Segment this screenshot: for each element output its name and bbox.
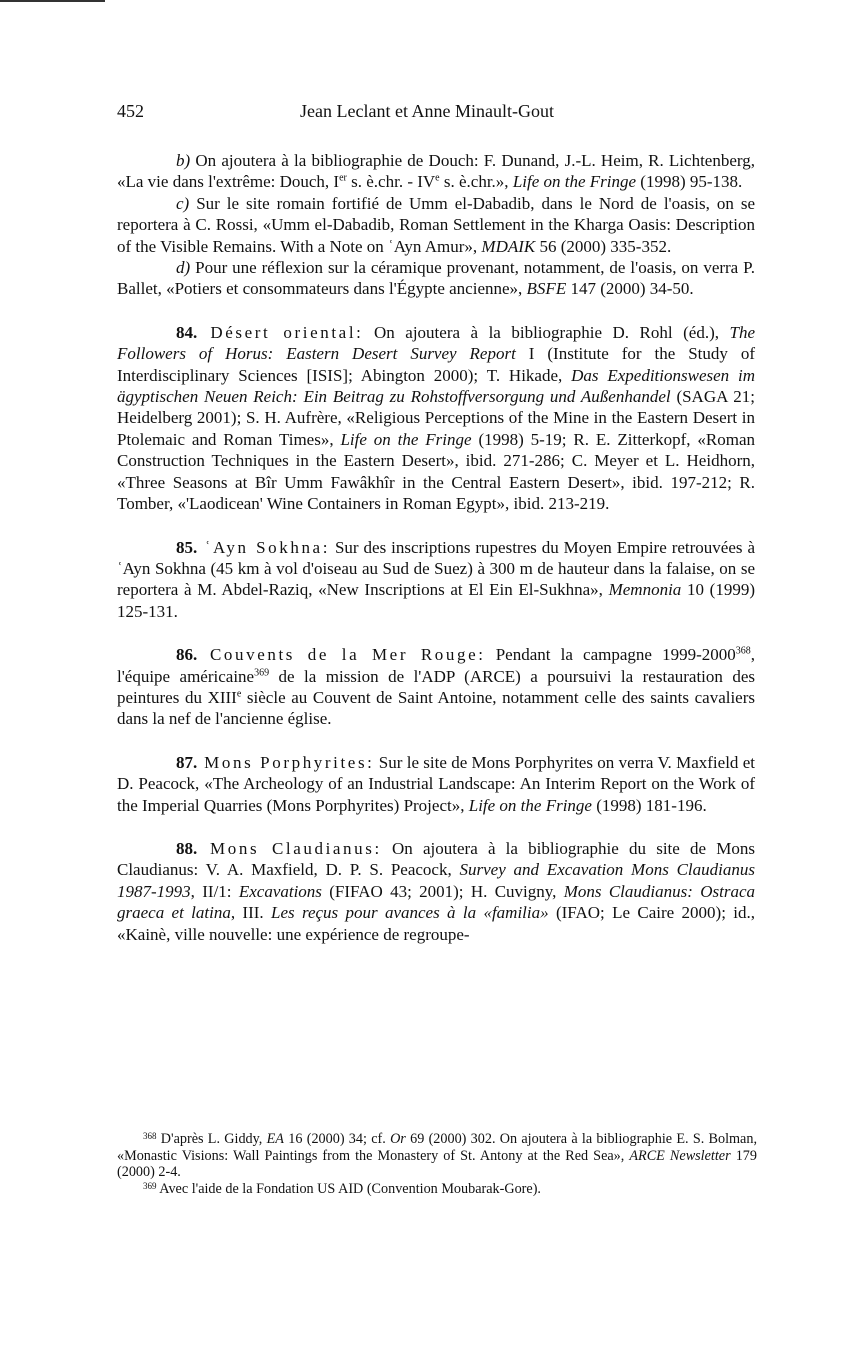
text: 69 (2000) 302. On ajoutera à la bibliographie E. S. Bolman, «Monastic Visions: Wall Paintings from the Monastery of St. Antony at the Red Sea», — [117, 1131, 757, 1164]
page-number: 452 — [117, 101, 144, 121]
section-88 — [117, 838, 755, 945]
section-85 — [117, 537, 755, 623]
book-title: Excavations — [238, 881, 322, 901]
book-title: Life on the Fringe — [340, 429, 472, 449]
journal-title: EA — [266, 1131, 284, 1147]
footnote-ref: 369 — [254, 666, 270, 678]
text: Sur des inscriptions rupestres du Moyen Empire retrouvées à ʿAyn Sokhna (45 km à vol d'oiseau au Sud de Suez) à 300 m de hauteur dans la falaise, on se reportera à M. Abdel-Raziq, «New Inscriptions at El Ein El-Sukhna», — [117, 537, 755, 600]
book-title: Mons Claudianus: Ostraca graeca et latina — [117, 881, 755, 923]
footnote-369 — [117, 1181, 757, 1198]
text: , III. — [230, 903, 271, 923]
footnote-mark: 368 — [143, 1131, 157, 1141]
text: (1998) 5-19; R. E. Zitterkopf, «Roman Construction Techniques in the Eastern Desert», ibid. 271-286; C. Meyer et L. Heidhorn, «Three Seasons at Bîr Umm Fawâkhîr in the Central Eastern Desert», ibid. 197-212; R. Tomber, «'Laodicean' Wine Containers in Roman Egypt», ibid. 213-219. — [117, 429, 756, 514]
section-87 — [117, 752, 755, 816]
text: (FIFAO 43; 2001); H. Cuvigny, — [321, 881, 564, 901]
text: siècle au Couvent de Saint Antoine, notamment celle des saints cavaliers dans la nef de l'ancienne église. — [117, 687, 756, 729]
section-title: Couvents de la Mer Rouge: — [197, 645, 486, 665]
section-number: 85. — [176, 537, 198, 557]
section-title: ʿAyn Sokhna: — [197, 537, 331, 557]
footnote-mark: 369 — [143, 1180, 157, 1191]
book-title: Survey and Excavation Mons Claudianus 1987-1993 — [117, 860, 755, 901]
superscript: e — [236, 688, 242, 700]
section-number: 88. — [176, 838, 198, 858]
text: I (Institute for the Study of Interdisciplinary Sciences [ISIS]; Abington 2000); T. Hikade, — [117, 344, 755, 385]
text: Avec l'aide de la Fondation US AID (Convention Moubarak-Gore). — [156, 1180, 541, 1197]
text: (1998) 181-196. — [591, 795, 707, 815]
paragraph-b — [117, 150, 755, 193]
text: Sur le site romain fortifié de Umm el-Dabadib, dans le Nord de l'oasis, on se reportera à C. Rossi, «Umm el-Dabadib, Roman Settlement in the Kharga Oasis: Description of the Visible Remains. With a Note on ʿAyn Amur», — [117, 193, 755, 256]
section-number: 87. — [176, 752, 198, 772]
superscript: er — [339, 172, 347, 184]
journal-title: ARCE Newsletter — [629, 1147, 731, 1164]
text: 16 (2000) 34; cf. — [283, 1131, 391, 1147]
section-86 — [117, 644, 755, 730]
footnote-ref: 368 — [735, 645, 751, 657]
running-head: Jean Leclant et Anne Minault-Gout — [300, 101, 554, 121]
text: 10 (1999) 125-131. — [117, 580, 755, 621]
paragraph-c — [117, 193, 755, 257]
text: On ajoutera à la bibliographie de Douch: F. Dunand, J.-L. Heim, R. Lichtenberg, «La vie dans l'extrême: Douch, I — [117, 151, 755, 192]
footnotes — [117, 1131, 757, 1197]
text: (SAGA 21; Heidelberg 2001); S. H. Aufrère, «Religious Perceptions of the Mine in the Eastern Desert in Ptolemaic and Roman Times», — [117, 387, 755, 449]
section-title: Mons Claudianus: — [197, 838, 382, 858]
text: (1998) 95-138. — [636, 172, 743, 192]
text: D'après L. Giddy, — [156, 1131, 267, 1147]
text: s. è.chr.», — [439, 172, 513, 192]
book-title: Life on the Fringe — [468, 795, 592, 815]
section-number: 86. — [176, 645, 198, 665]
text: Pendant la campagne 1999-2000 — [485, 645, 736, 665]
journal-title: BSFE — [526, 279, 567, 299]
item-label: d) — [176, 258, 191, 278]
top-rule — [0, 0, 105, 2]
section-84 — [117, 322, 755, 515]
text: , l'équipe américaine — [117, 645, 755, 686]
footnote-368 — [117, 1131, 757, 1181]
text: Sur le site de Mons Porphyrites on verra V. Maxfield et D. Peacock, «The Archeology of an Industrial Landscape: An Interim Report on the Work of the Imperial Quarries (Mons Porphyrites) Project», — [117, 752, 755, 815]
main-text — [117, 150, 755, 945]
superscript: e — [435, 172, 440, 184]
book-title: Les reçus pour avances à la «familia» — [271, 903, 549, 923]
text: , II/1: — [190, 881, 239, 901]
text: On ajoutera à la bibliographie D. Rohl (éd.), — [363, 322, 730, 342]
text: 179 (2000) 2-4. — [117, 1147, 757, 1181]
journal-title: MDAIK — [481, 236, 536, 256]
text: 56 (2000) 335-352. — [535, 236, 672, 256]
text: (IFAO; Le Caire 2000); id., «Kainè, ville nouvelle: une expérience de regroupe- — [117, 903, 755, 944]
text: de la mission de l'ADP (ARCE) a poursuivi la restauration des peintures du XIII — [117, 666, 755, 707]
book-title: Das Expeditionswesen im ägyptischen Neuen Reich: Ein Beitrag zu Rohstoffversorgung und Außenhandel — [117, 365, 755, 407]
text: On ajoutera à la bibliographie du site de Mons Claudianus: V. A. Maxfield, D. P. S. Peacock, — [117, 838, 755, 880]
text: s. è.chr. - IV — [346, 172, 436, 192]
section-title: Désert oriental: — [197, 322, 364, 342]
text: 147 (2000) 34-50. — [566, 279, 694, 299]
item-label: c) — [176, 193, 190, 213]
section-title: Mons Porphyrites: — [197, 752, 375, 772]
item-label: b) — [176, 151, 191, 170]
book-title: The Followers of Horus: Eastern Desert Survey Report — [117, 322, 755, 364]
journal-title: Memnonia — [608, 580, 682, 600]
text: Pour une réflexion sur la céramique provenant, notamment, de l'oasis, on verra P. Ballet, «Potiers et consommateurs dans l'Égypte ancienne», — [117, 258, 755, 299]
journal-title: Life on the Fringe — [512, 172, 637, 192]
paragraph-d — [117, 257, 755, 300]
section-number: 84. — [176, 322, 198, 342]
journal-title: Or — [390, 1131, 406, 1147]
